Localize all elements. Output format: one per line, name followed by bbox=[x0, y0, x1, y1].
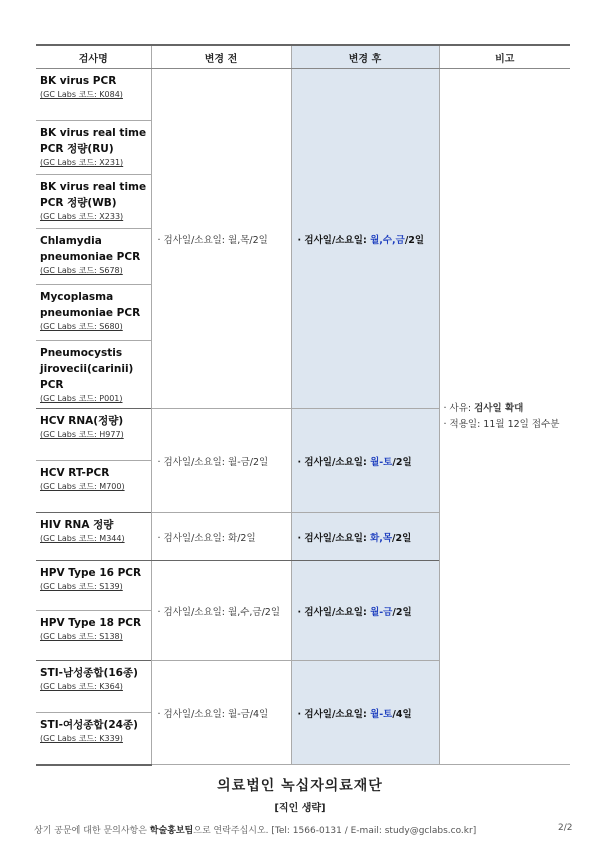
test-code: (GC Labs 코드: S678) bbox=[40, 266, 123, 275]
test-code: (GC Labs 코드: K339) bbox=[40, 734, 123, 743]
test-code: (GC Labs 코드: X233) bbox=[40, 212, 124, 221]
contact-prefix: 상기 공문에 대한 문의사항은 bbox=[34, 826, 150, 836]
test-cell bbox=[36, 121, 151, 175]
after-text bbox=[292, 706, 439, 720]
test-name: BK virus real time PCR 정량(WB) bbox=[40, 181, 147, 209]
after-prefix: · 검사일/소요일: bbox=[297, 606, 371, 618]
after-cell bbox=[291, 561, 439, 661]
test-code: (GC Labs 코드: S680) bbox=[40, 322, 123, 331]
test-cell bbox=[36, 561, 151, 611]
after-suffix: /4일 bbox=[392, 708, 412, 720]
test-cell bbox=[36, 229, 151, 285]
test-code: (GC Labs 코드: S138) bbox=[40, 632, 123, 641]
before-text: · 검사일/소요일: 월-금/2일 bbox=[157, 456, 269, 468]
note-reason-label: · 사유: bbox=[443, 402, 475, 414]
header-row bbox=[36, 45, 570, 69]
test-code: (GC Labs 코드: K364) bbox=[40, 682, 123, 691]
before-cell bbox=[151, 409, 291, 513]
after-suffix: /2일 bbox=[392, 532, 412, 544]
test-code: (GC Labs 코드: M700) bbox=[40, 482, 125, 491]
after-text bbox=[292, 604, 439, 618]
test-name: HIV RNA 정량 bbox=[40, 519, 114, 531]
note-apply: · 적용일: 11월 12일 접수분 bbox=[443, 418, 560, 430]
note-text bbox=[440, 401, 571, 433]
before-cell bbox=[151, 561, 291, 661]
test-name: HPV Type 16 PCR bbox=[40, 567, 142, 579]
footer-organization: 의료법인 녹십자의료재단 bbox=[217, 778, 383, 794]
after-prefix: · 검사일/소요일: bbox=[297, 708, 371, 720]
contact-suffix: 으로 연락주십시오. [Tel: 1566-0131 / E-mail: study@gclabs.co.kr] bbox=[193, 826, 477, 836]
test-name: Mycoplasma pneumoniae PCR bbox=[40, 291, 141, 319]
test-cell bbox=[36, 409, 151, 461]
test-code: (GC Labs 코드: S139) bbox=[40, 582, 123, 591]
table-row bbox=[36, 69, 570, 121]
before-cell bbox=[151, 661, 291, 765]
header-note: 비고 bbox=[439, 45, 570, 69]
before-text: · 검사일/소요일: 월,목/2일 bbox=[157, 234, 268, 246]
after-days: 화,목 bbox=[370, 532, 393, 544]
after-text bbox=[292, 232, 439, 246]
header-after: 변경 후 bbox=[291, 45, 439, 69]
contact-dept: 학술홍보팀 bbox=[149, 826, 194, 836]
after-days: 월,수,금 bbox=[370, 234, 405, 246]
note-reason bbox=[444, 401, 571, 417]
test-name: HCV RT-PCR bbox=[40, 467, 110, 479]
test-name: HPV Type 18 PCR bbox=[40, 617, 142, 629]
after-suffix: /2일 bbox=[392, 456, 412, 468]
before-text: · 검사일/소요일: 화/2일 bbox=[157, 532, 256, 544]
note-reason-value: 검사일 확대 bbox=[474, 402, 524, 414]
test-cell bbox=[36, 69, 151, 121]
after-cell bbox=[291, 409, 439, 513]
test-cell bbox=[36, 461, 151, 513]
footer-seal-note: [직인 생략] bbox=[274, 803, 326, 814]
test-name: Chlamydia pneumoniae PCR bbox=[40, 235, 141, 263]
before-cell bbox=[151, 513, 291, 561]
footer-contact bbox=[34, 823, 476, 836]
before-text: · 검사일/소요일: 월-금/4일 bbox=[157, 708, 269, 720]
test-cell bbox=[36, 341, 151, 409]
test-code: (GC Labs 코드: P001) bbox=[40, 394, 123, 403]
after-prefix: · 검사일/소요일: bbox=[297, 532, 371, 544]
after-days: 월-토 bbox=[370, 456, 393, 468]
page-number: 2/2 bbox=[558, 823, 573, 833]
test-cell bbox=[36, 611, 151, 661]
after-prefix: · 검사일/소요일: bbox=[297, 234, 371, 246]
after-suffix: /2일 bbox=[404, 234, 425, 246]
test-name: Pneumocystis jirovecii(carinii) PCR bbox=[40, 347, 134, 391]
test-code: (GC Labs 코드: H977) bbox=[40, 430, 124, 439]
test-code: (GC Labs 코드: K084) bbox=[40, 90, 123, 99]
header-test: 검사명 bbox=[36, 45, 151, 69]
note-cell bbox=[439, 69, 570, 765]
test-name: BK virus real time PCR 정량(RU) bbox=[40, 127, 147, 155]
test-cell bbox=[36, 713, 151, 765]
test-name: STI-여성종합(24종) bbox=[40, 719, 138, 731]
after-cell bbox=[291, 661, 439, 765]
after-prefix: · 검사일/소요일: bbox=[297, 456, 371, 468]
after-text bbox=[292, 454, 439, 468]
test-cell bbox=[36, 285, 151, 341]
after-suffix: /2일 bbox=[392, 606, 412, 618]
before-text: · 검사일/소요일: 월,수,금/2일 bbox=[157, 606, 281, 618]
after-cell bbox=[291, 69, 439, 409]
after-days: 월-금 bbox=[370, 606, 393, 618]
before-cell bbox=[151, 69, 291, 409]
test-cell bbox=[36, 661, 151, 713]
test-code: (GC Labs 코드: M344) bbox=[40, 534, 125, 543]
header-before: 변경 전 bbox=[151, 45, 291, 69]
after-text bbox=[292, 530, 439, 544]
after-days: 월-토 bbox=[370, 708, 393, 720]
test-code: (GC Labs 코드: X231) bbox=[40, 158, 124, 167]
change-table bbox=[36, 44, 570, 766]
test-name: BK virus PCR bbox=[40, 75, 117, 87]
test-cell bbox=[36, 175, 151, 229]
test-name: HCV RNA(정량) bbox=[40, 415, 124, 427]
after-cell bbox=[291, 513, 439, 561]
test-name: STI-남성종합(16종) bbox=[40, 667, 138, 679]
test-cell bbox=[36, 513, 151, 561]
